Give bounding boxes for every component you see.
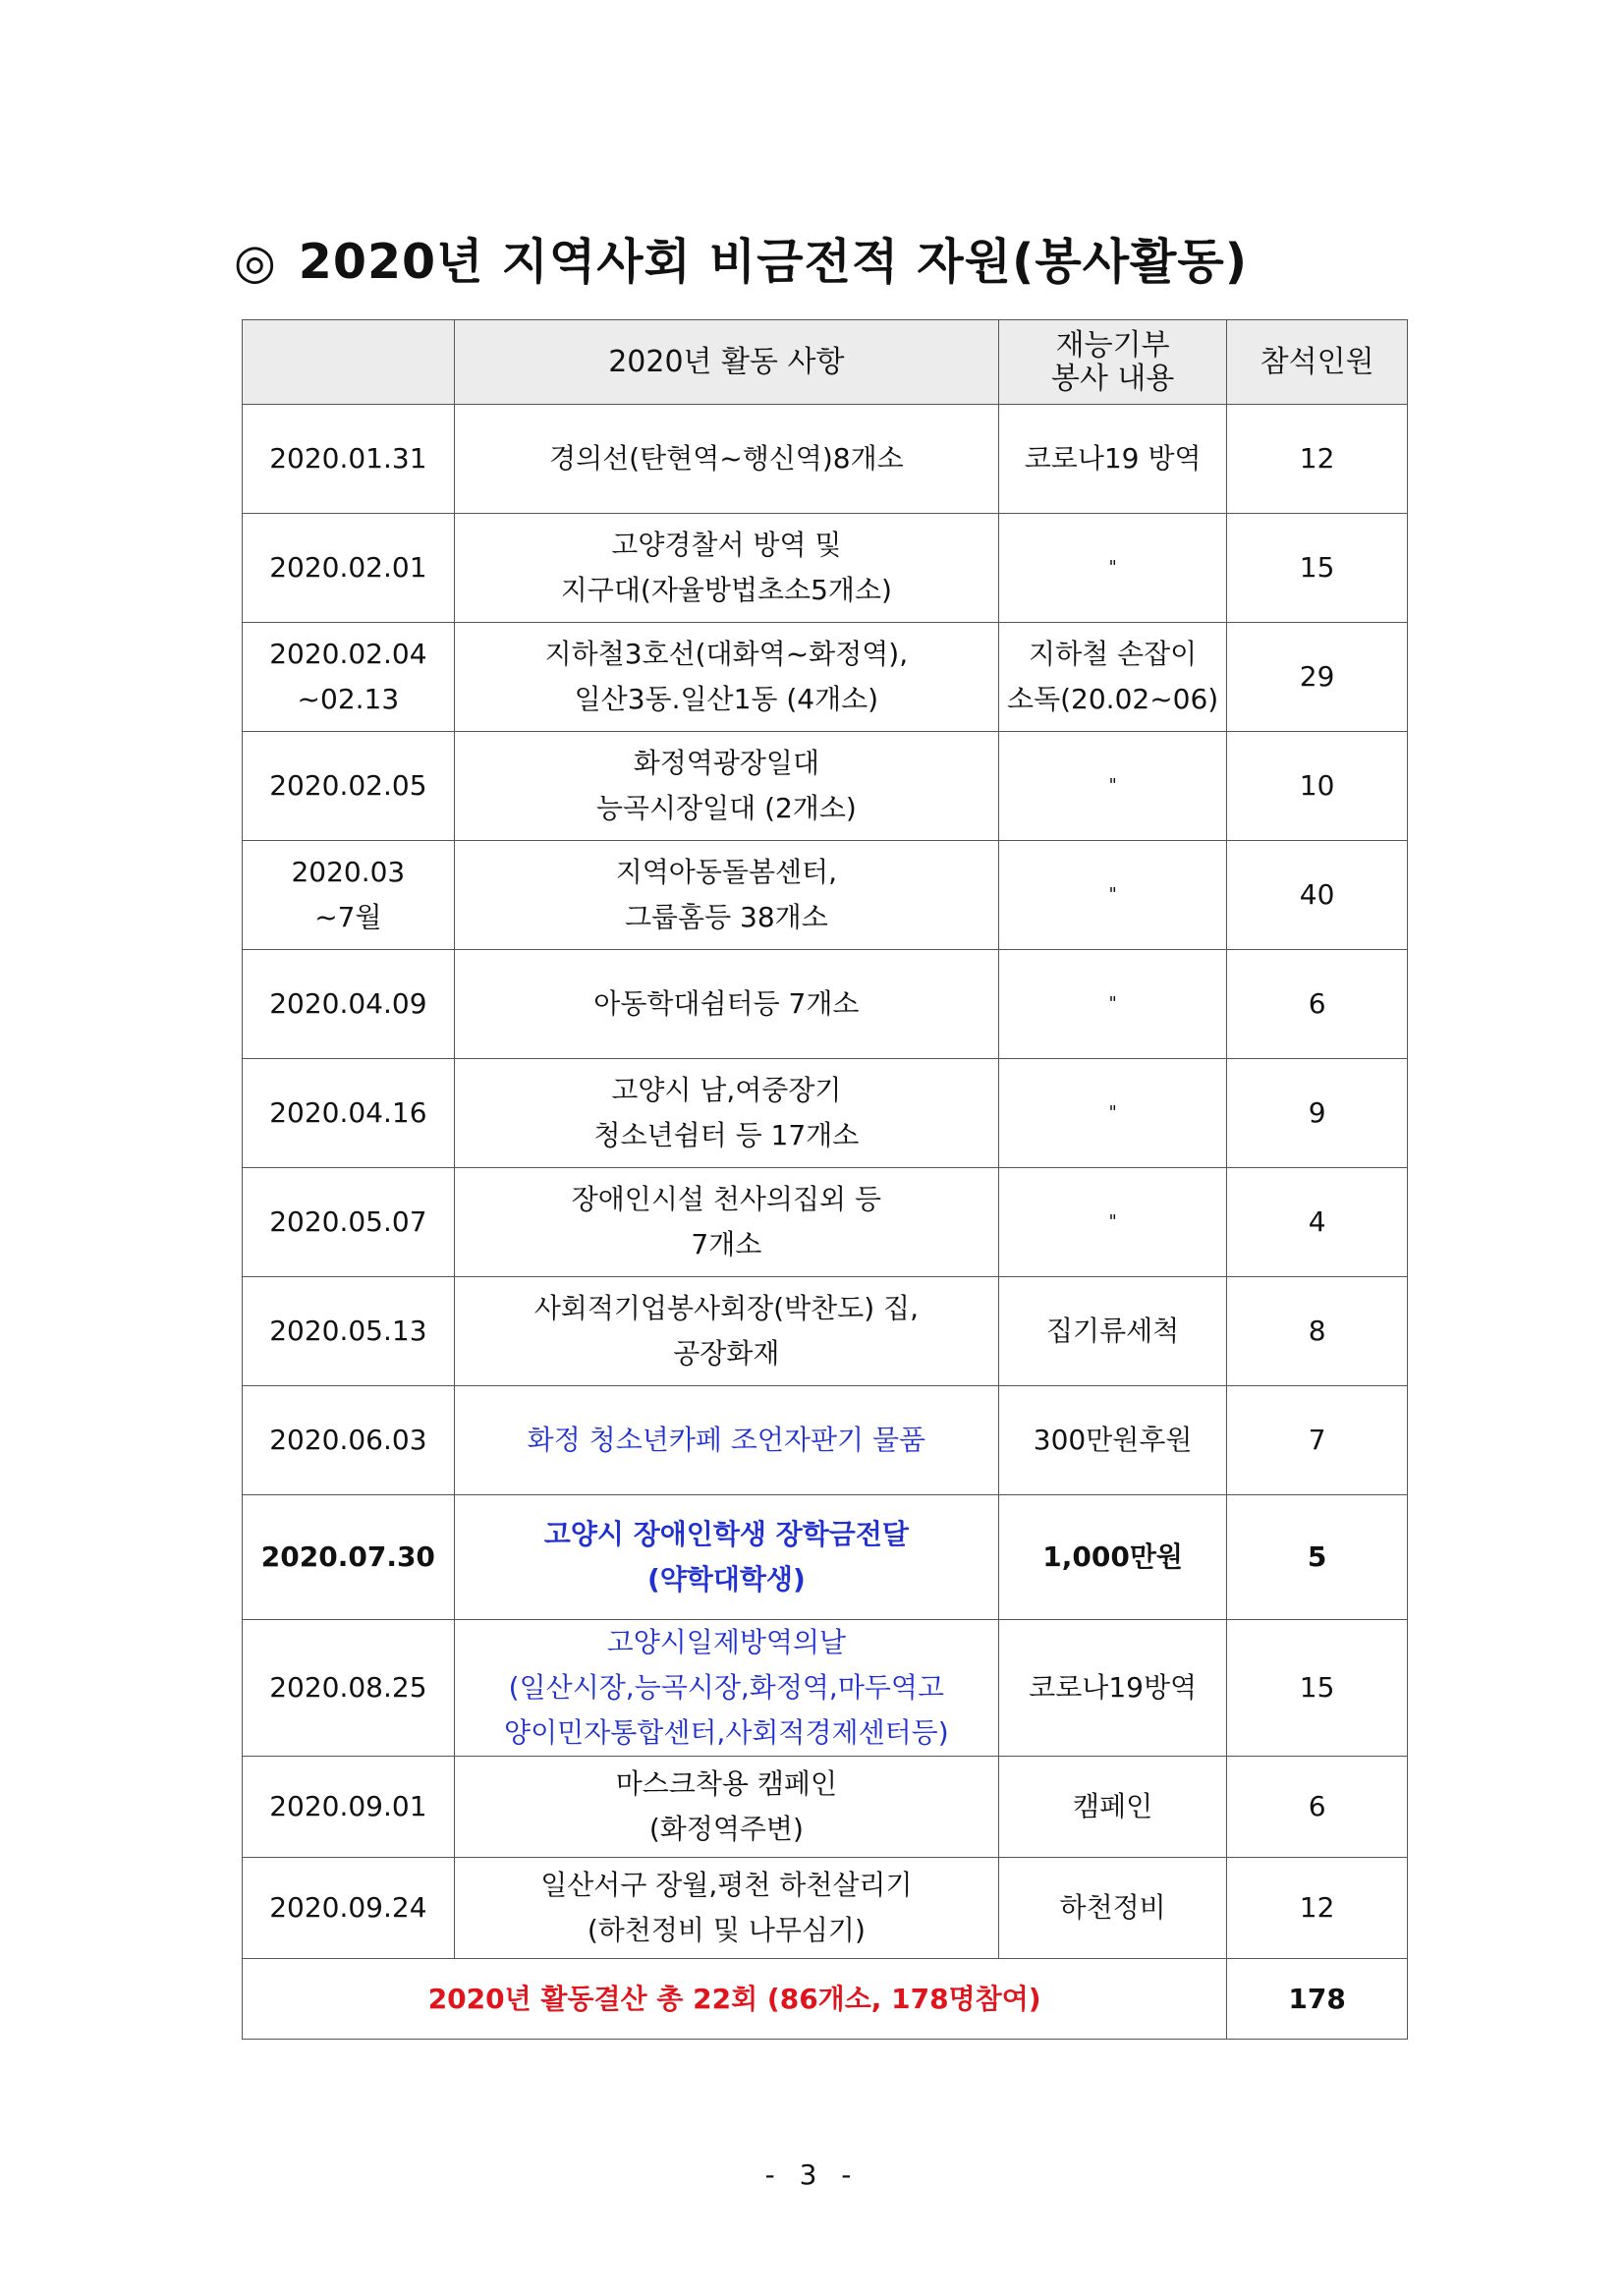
header-talent-line-2: 봉사 내용 [1050,361,1175,396]
attendees-cell: 15 [1227,514,1408,623]
activity-cell-line: 고양시일제방역의날 [606,1626,847,1658]
activity-cell-line: 일산서구 장월,평천 하천살리기 [540,1869,913,1901]
activity-cell-line: 그룹홈등 38개소 [624,901,828,933]
date-cell [243,732,455,841]
talent-cell-line: " [1108,775,1117,796]
date-cell [243,405,455,514]
attendees-cell: 12 [1227,1858,1408,1959]
date-cell-line: 2020.03 [291,856,406,888]
attendees-cell: 5 [1227,1495,1408,1620]
activity-cell-line: 7개소 [691,1228,762,1260]
summary-total: 178 [1227,1959,1408,2040]
talent-cell-line: 300만원후원 [1033,1424,1193,1456]
attendees-cell: 10 [1227,732,1408,841]
talent-cell-line: 집기류세척 [1045,1315,1180,1347]
talent-cell [999,1495,1227,1620]
table-row [243,623,1408,732]
date-cell [243,1168,455,1277]
talent-cell [999,623,1227,732]
date-cell-line: 2020.07.30 [260,1540,435,1573]
activity-cell-line: 공장화재 [673,1337,780,1370]
header-date [243,320,455,405]
activity-cell [454,1386,998,1495]
attendees-cell: 4 [1227,1168,1408,1277]
double-circle-icon: ◎ [234,234,277,290]
header-talent [999,320,1227,405]
activity-cell-line: 양이민자통합센터,사회적경제센터등) [504,1716,949,1749]
header-talent-line-1: 재능기부 [1055,327,1170,363]
attendees-cell: 12 [1227,405,1408,514]
talent-cell [999,732,1227,841]
date-cell-line: 2020.08.25 [269,1671,427,1704]
date-cell [243,1858,455,1959]
date-cell-line: 2020.02.01 [269,551,427,584]
attendees-cell: 29 [1227,623,1408,732]
page-title [234,224,1248,293]
activity-cell-line: (화정역주변) [648,1813,804,1845]
table-row [243,1858,1408,1959]
table-row [243,732,1408,841]
date-cell [243,514,455,623]
talent-cell [999,1620,1227,1757]
page-title-text: 2020년 지역사회 비금전적 자원(봉사활동) [298,234,1249,290]
header-activity: 2020년 활동 사항 [454,320,998,405]
talent-cell-line: " [1108,1211,1117,1232]
attendees-cell: 6 [1227,1757,1408,1858]
date-cell [243,1620,455,1757]
table-row [243,1168,1408,1277]
talent-cell-line: 지하철 손잡이 [1029,638,1198,670]
talent-cell [999,841,1227,950]
activity-cell-line: 마스크착용 캠페인 [615,1767,837,1800]
attendees-cell: 40 [1227,841,1408,950]
activity-cell [454,841,998,950]
activity-cell [454,1059,998,1168]
talent-cell [999,1757,1227,1858]
activity-cell-line: 경의선(탄현역~행신역)8개소 [549,442,904,475]
activity-cell-line: 청소년쉼터 등 17개소 [593,1119,860,1151]
activity-cell [454,732,998,841]
date-cell-line: 2020.05.13 [269,1315,427,1347]
activity-cell [454,623,998,732]
attendees-cell: 9 [1227,1059,1408,1168]
table-row [243,1757,1408,1858]
activity-cell-line: 고양경찰서 방역 및 [611,529,842,561]
activity-cell-line: (하천정비 및 나무심기) [587,1914,866,1946]
activity-cell-line: 고양시 장애인학생 장학금전달 [543,1518,909,1550]
date-cell-line: 2020.09.01 [269,1790,427,1822]
volunteer-activity-table [242,319,1408,2040]
activity-cell [454,1277,998,1386]
activity-cell-line: 지역아동돌봄센터, [615,856,837,888]
activity-cell-line: 장애인시설 천사의집외 등 [571,1183,882,1215]
activity-cell-line: 고양시 남,여중장기 [611,1074,842,1106]
activity-cell-line: 지하철3호선(대화역~화정역), [544,638,909,670]
talent-cell-line: 1,000만원 [1042,1540,1183,1573]
table-row [243,1059,1408,1168]
talent-cell [999,405,1227,514]
table-row [243,950,1408,1059]
activity-cell-line: 일산3동.일산1동 (4개소) [574,683,879,715]
activity-cell-line: (약학대학생) [646,1563,806,1596]
talent-cell [999,1277,1227,1386]
activity-cell-line: 화정역광장일대 [633,747,820,779]
talent-cell-line: " [1108,1102,1117,1123]
talent-cell [999,514,1227,623]
talent-cell-line: 소독(20.02~06) [1007,683,1219,715]
attendees-cell: 6 [1227,950,1408,1059]
date-cell-line: 2020.05.07 [269,1205,427,1238]
date-cell-line: 2020.09.24 [269,1891,427,1924]
talent-cell [999,1168,1227,1277]
date-cell-line: 2020.04.09 [269,987,427,1020]
table-row [243,1620,1408,1757]
attendees-cell: 15 [1227,1620,1408,1757]
date-cell-line: 2020.04.16 [269,1096,427,1129]
talent-cell [999,1386,1227,1495]
table-row [243,1386,1408,1495]
date-cell [243,950,455,1059]
date-cell-line: 2020.02.04 [269,638,427,670]
talent-cell-line: " [1108,993,1117,1014]
date-cell-line: 2020.02.05 [269,769,427,802]
activity-cell-line: 지구대(자율방법초소5개소) [560,574,892,606]
date-cell-line: ~02.13 [297,683,400,715]
activity-cell [454,1495,998,1620]
talent-cell-line: " [1108,557,1117,578]
talent-cell [999,950,1227,1059]
date-cell-line: 2020.06.03 [269,1424,427,1456]
date-cell [243,841,455,950]
table-row [243,514,1408,623]
talent-cell-line: 코로나19방역 [1029,1671,1198,1704]
activity-cell-line: (일산시장,능곡시장,화정역,마두역고 [508,1671,945,1704]
table-row [243,1277,1408,1386]
talent-cell-line: " [1108,884,1117,905]
attendees-cell: 8 [1227,1277,1408,1386]
date-cell [243,1386,455,1495]
activity-cell-line: 화정 청소년카페 조언자판기 물품 [527,1424,926,1456]
summary-label: 2020년 활동결산 총 22회 (86개소, 178명참여) [243,1959,1227,2040]
summary-row [243,1959,1408,2040]
talent-cell-line: 하천정비 [1059,1891,1166,1924]
header-attendees: 참석인원 [1227,320,1408,405]
activity-cell [454,1858,998,1959]
activity-cell-line: 아동학대쉼터등 7개소 [593,987,860,1020]
activity-cell [454,1620,998,1757]
date-cell [243,1059,455,1168]
activity-cell [454,514,998,623]
talent-cell-line: 캠페인 [1073,1790,1153,1822]
table-row [243,1495,1408,1620]
activity-cell-line: 능곡시장일대 (2개소) [595,792,857,824]
date-cell [243,623,455,732]
date-cell [243,1757,455,1858]
talent-cell [999,1059,1227,1168]
table-header-row [243,320,1408,405]
date-cell [243,1495,455,1620]
table-row [243,841,1408,950]
page-number: - 3 - [764,2158,860,2191]
activity-cell [454,405,998,514]
activity-cell [454,950,998,1059]
table-row [243,405,1408,514]
activity-cell-line: 사회적기업봉사회장(박찬도) 집, [533,1292,919,1324]
talent-cell [999,1858,1227,1959]
date-cell-line: 2020.01.31 [269,442,427,475]
date-cell-line: ~7월 [314,901,382,933]
talent-cell-line: 코로나19 방역 [1024,442,1202,475]
date-cell [243,1277,455,1386]
activity-cell [454,1757,998,1858]
attendees-cell: 7 [1227,1386,1408,1495]
activity-cell [454,1168,998,1277]
